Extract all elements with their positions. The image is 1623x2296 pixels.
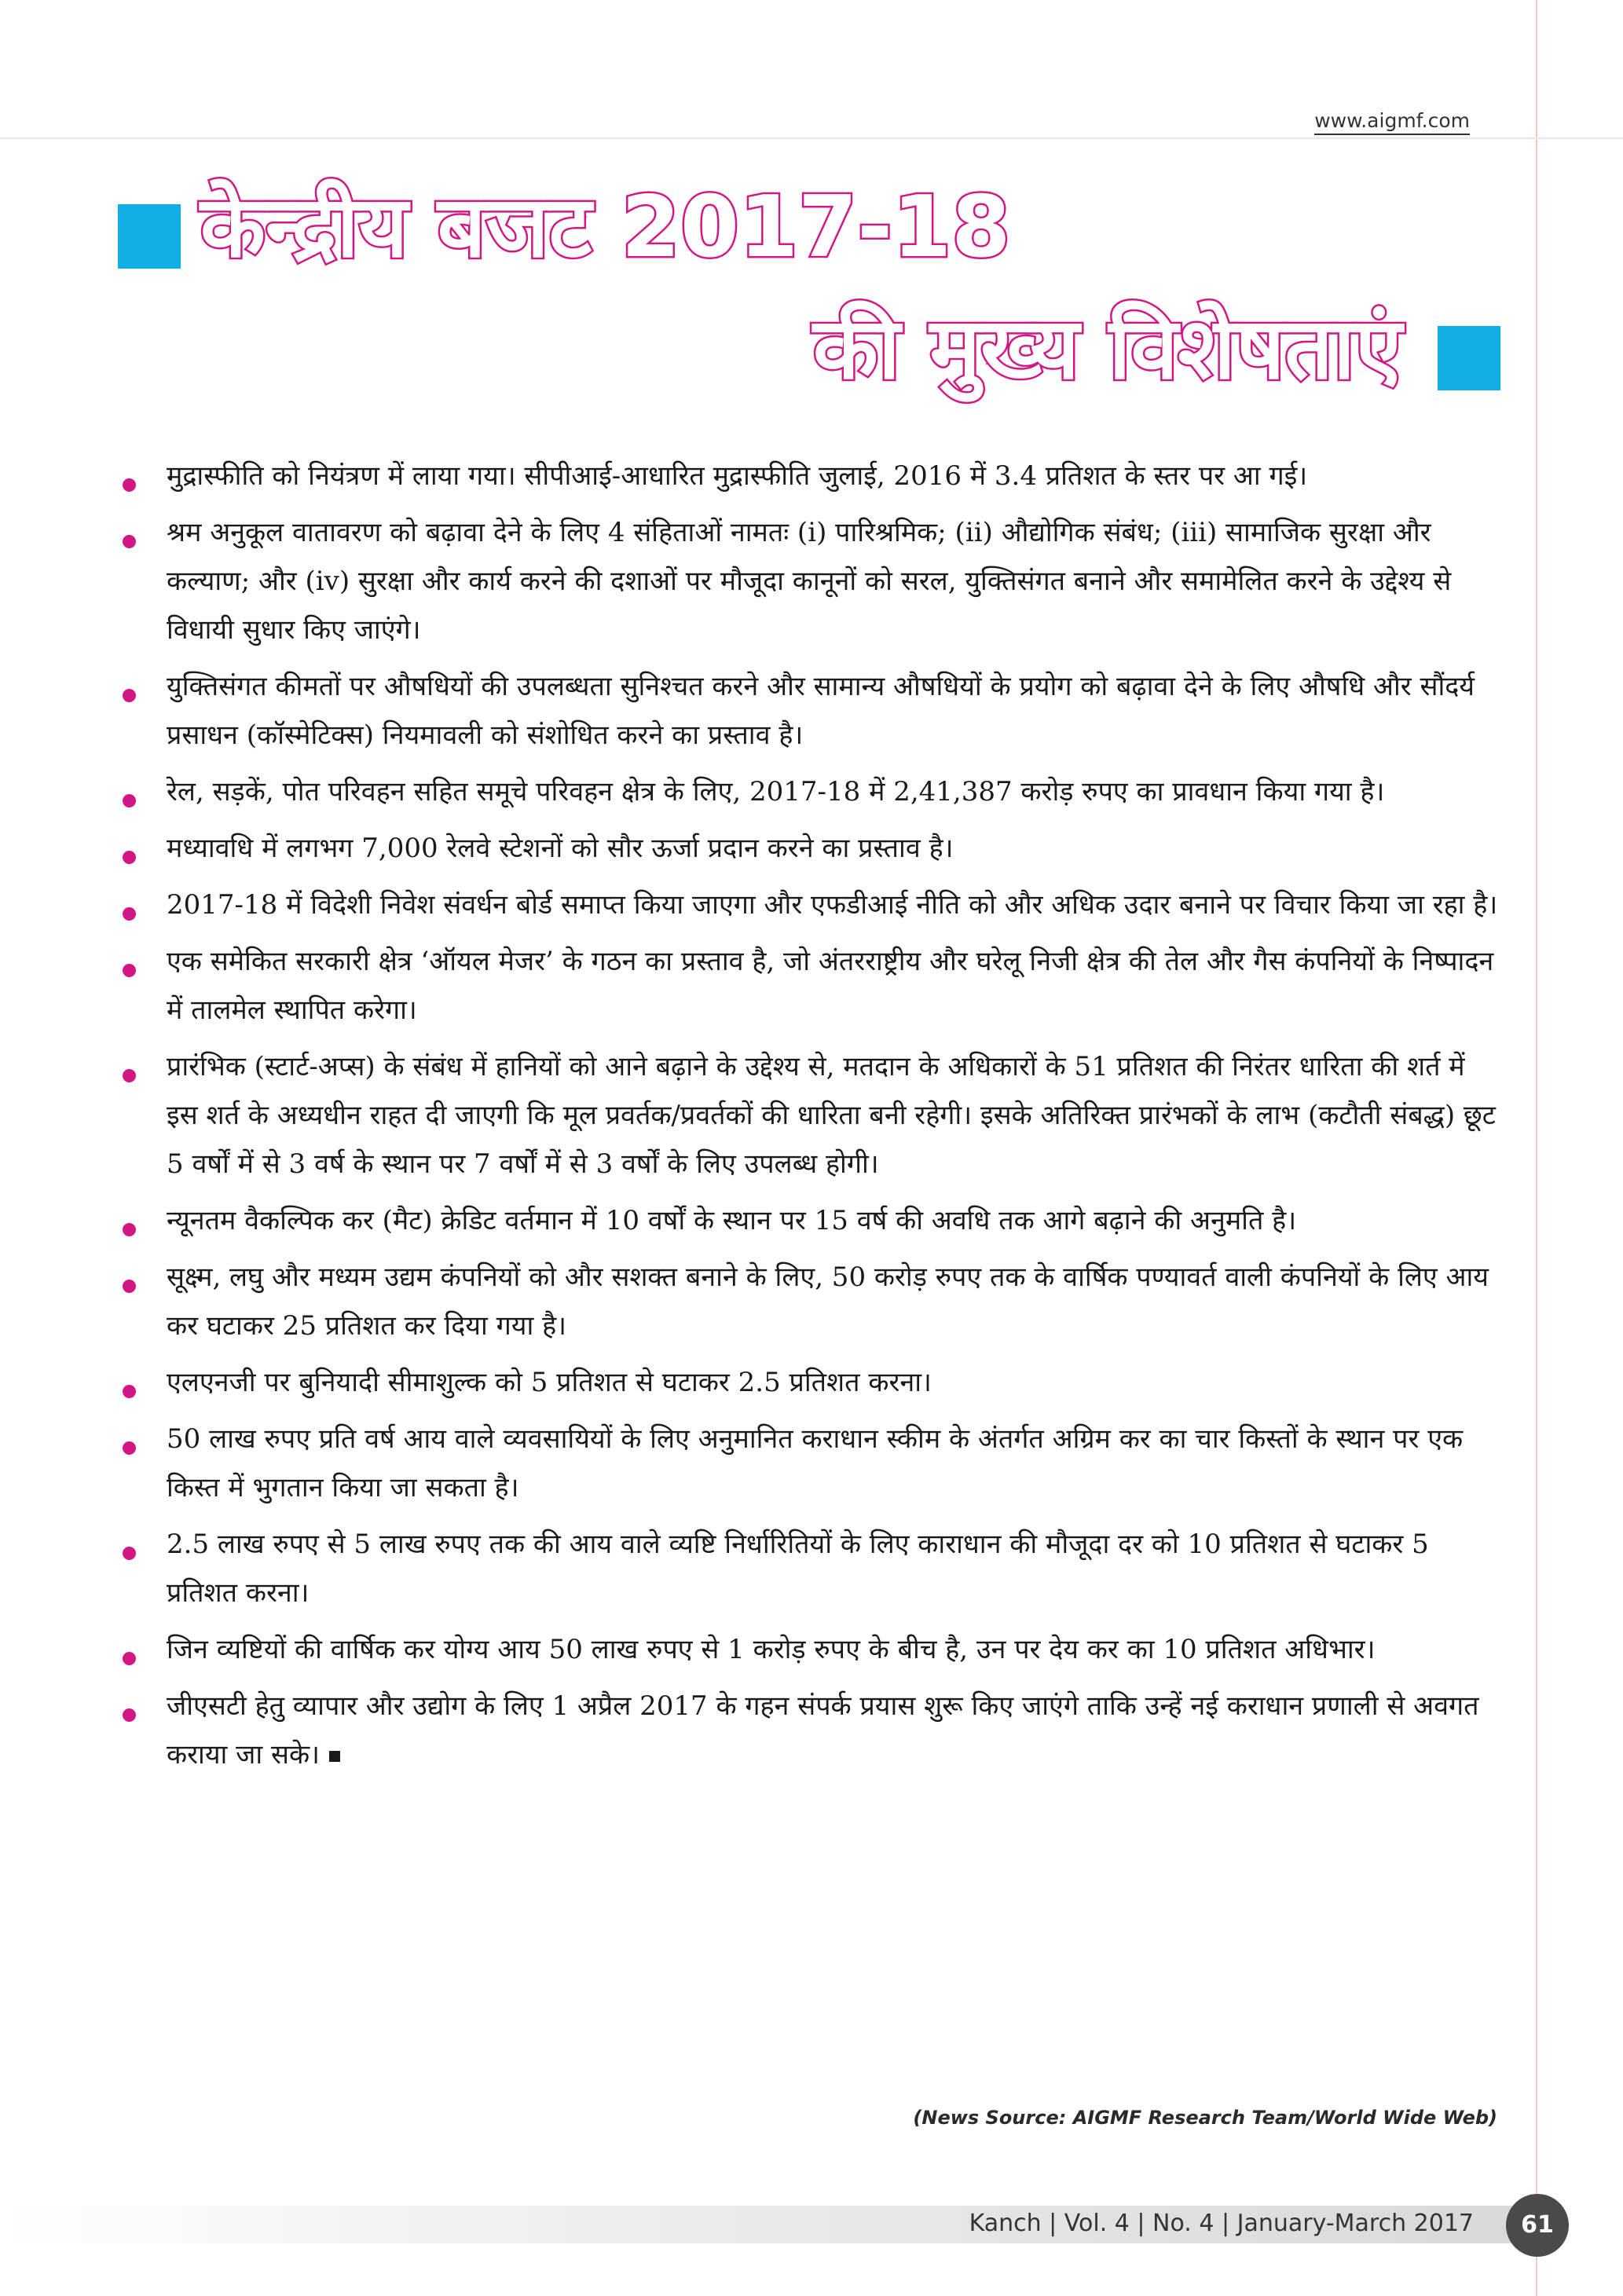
list-item-text: जीएसटी हेतु व्यापार और उद्योग के लिए 1 अप्रैल 2017 के गहन संपर्क प्रयास शुरू किए जाएंगे ताकि उन्हें नई कराधान प्रणाली से अवगत कराया जा सके। [167, 1690, 1479, 1771]
title-square-icon [1438, 326, 1500, 390]
list-item-text: मुद्रास्फीति को नियंत्रण में लाया गया। सीपीआई-आधारित मुद्रास्फीति जुलाई, 2016 में 3.4 प्रतिशत के स्तर पर आ गई। [167, 460, 1308, 492]
bullet-icon [123, 1280, 136, 1293]
list-item [118, 1520, 1502, 1617]
end-square-icon [329, 1751, 340, 1762]
list-item-text: 2.5 लाख रुपए से 5 लाख रुपए तक की आय वाले व्यष्टि निर्धारितियों के लिए काराधान की मौजूदा दर को 10 प्रतिशत से घटाकर 5 प्रतिशत करना। [167, 1529, 1429, 1609]
list-item-text: 2017-18 में विदेशी निवेश संवर्धन बोर्ड समाप्त किया जाएगा और एफडीआई नीति को और अधिक उदार बनाने पर विचार किया जा रहा है। [167, 889, 1498, 921]
bullet-icon [123, 907, 136, 921]
bullet-icon [123, 1385, 136, 1398]
list-item [118, 1415, 1502, 1512]
list-item-text: सूक्ष्म, लघु और मध्यम उद्यम कंपनियों को और सशक्त बनाने के लिए, 50 करोड़ रुपए तक के वार्षिक पण्यावर्त वाली कंपनियों के लिए आय कर घटाकर 25 प्रतिशत कर दिया गया है। [167, 1262, 1489, 1342]
list-item [118, 824, 1502, 873]
list-item [118, 1042, 1502, 1188]
bullet-icon [123, 964, 136, 977]
list-item-text: युक्तिसंगत कीमतों पर औषधियों की उपलब्धता सुनिश्चत करने और सामान्य औषधियों के प्रयोग को बढ़ावा देने के लिए औषधि और सौंदर्य प्रसाधन (कॉस्मेटिक्स) नियमावली को संशोधित करने का प्रस्ताव है। [167, 671, 1475, 751]
bullet-icon [123, 851, 136, 864]
list-item-text: एलएनजी पर बुनियादी सीमाशुल्क को 5 प्रतिशत से घटाकर 2.5 प्रतिशत करना। [167, 1367, 932, 1398]
bullet-icon [123, 1223, 136, 1236]
list-item [118, 452, 1502, 500]
list-item [118, 1253, 1502, 1350]
list-item [118, 662, 1502, 760]
page-number-badge: 61 [1506, 2194, 1569, 2257]
list-item-text: रेल, सड़कें, पोत परिवहन सहित समूचे परिवहन क्षेत्र के लिए, 2017-18 में 2,41,387 करोड़ रुपए का प्रावधान किया गया है। [167, 776, 1385, 807]
bullet-icon [123, 478, 136, 492]
bullet-icon [123, 1652, 136, 1665]
page-title-line-2: की मुख्य विशेषताएं [813, 300, 1402, 398]
list-item [118, 1682, 1502, 1779]
title-square-icon [118, 204, 181, 269]
bullet-icon [123, 1547, 136, 1560]
bullet-icon [123, 535, 136, 548]
list-item [118, 881, 1502, 929]
list-item [118, 767, 1502, 816]
list-item-text: जिन व्यष्टियों की वार्षिक कर योग्य आय 50 लाख रुपए से 1 करोड़ रुपए के बीच है, उन पर देय कर का 10 प्रतिशत अधिभार। [167, 1634, 1376, 1665]
bullet-icon [123, 1708, 136, 1722]
list-item [118, 937, 1502, 1034]
highlights-list [118, 452, 1502, 1787]
list-item-text: मध्यावधि में लगभग 7,000 रेलवे स्टेशनों को सौर ऊर्जा प्रदान करने का प्रस्ताव है। [167, 833, 954, 864]
bullet-icon [123, 689, 136, 702]
list-item-text: न्यूनतम वैकल्पिक कर (मैट) क्रेडिट वर्तमान में 10 वर्षों के स्थान पर 15 वर्ष की अवधि तक आगे बढ़ाने की अनुमति है। [167, 1205, 1297, 1236]
header-rule [0, 137, 1623, 139]
news-source-note: (News Source: AIGMF Research Team/World Wide Web) [913, 2107, 1497, 2129]
list-item [118, 1625, 1502, 1674]
page-title-line-1: केन्द्रीय बजट 2017-18 [200, 178, 1011, 276]
list-item-text: श्रम अनुकूल वातावरण को बढ़ावा देने के लिए 4 संहिताओं नामतः (i) पारिश्रमिक; (ii) औद्योगिक संबंध; (iii) सामाजिक सुरक्षा और कल्याण; और (iv) सुरक्षा और कार्य करने की दशाओं पर मौजूदा कानूनों को सरल, युक्तिसंगत बनाने और समामेलित करने के उद्देश्य से विधायी सुधार किए जाएंगे। [167, 517, 1452, 646]
list-item [118, 1196, 1502, 1245]
footer-publication-info: Kanch | Vol. 4 | No. 4 | January-March 2017 [969, 2210, 1474, 2237]
page-edge-line [1536, 0, 1537, 2296]
bullet-icon [123, 1069, 136, 1082]
list-item-text: प्रारंभिक (स्टार्ट-अप्स) के संबंध में हानियों को आने बढ़ाने के उद्देश्य से, मतदान के अधिकारों के 51 प्रतिशत की निरंतर धारिता की शर्त में इस शर्त के अध्यधीन राहत दी जाएगी कि मूल प्रवर्तक/प्रवर्तकों की धारिता बनी रहेगी। इसके अतिरिक्त प्रारंभकों के लाभ (कटौती संबद्ध) छूट 5 वर्षों में से 3 वर्ष के स्थान पर 7 वर्षों में से 3 वर्षों के लिए उपलब्ध होगी। [167, 1051, 1496, 1180]
list-item [118, 1358, 1502, 1407]
bullet-icon [123, 1441, 136, 1455]
bullet-icon [123, 794, 136, 807]
list-item-text: 50 लाख रुपए प्रति वर्ष आय वाले व्यवसायियों के लिए अनुमानित कराधान स्कीम के अंतर्गत अग्रिम कर का चार किस्तों के स्थान पर एक किस्त में भुगतान किया जा सकता है। [167, 1423, 1464, 1503]
site-url[interactable]: www.aigmf.com [1314, 108, 1470, 135]
list-item [118, 508, 1502, 654]
list-item-text: एक समेकित सरकारी क्षेत्र ‘ऑयल मेजर’ के गठन का प्रस्ताव है, जो अंतरराष्ट्रीय और घरेलू निजी क्षेत्र की तेल और गैस कंपनियों के निष्पादन में तालमेल स्थापित करेगा। [167, 946, 1494, 1026]
